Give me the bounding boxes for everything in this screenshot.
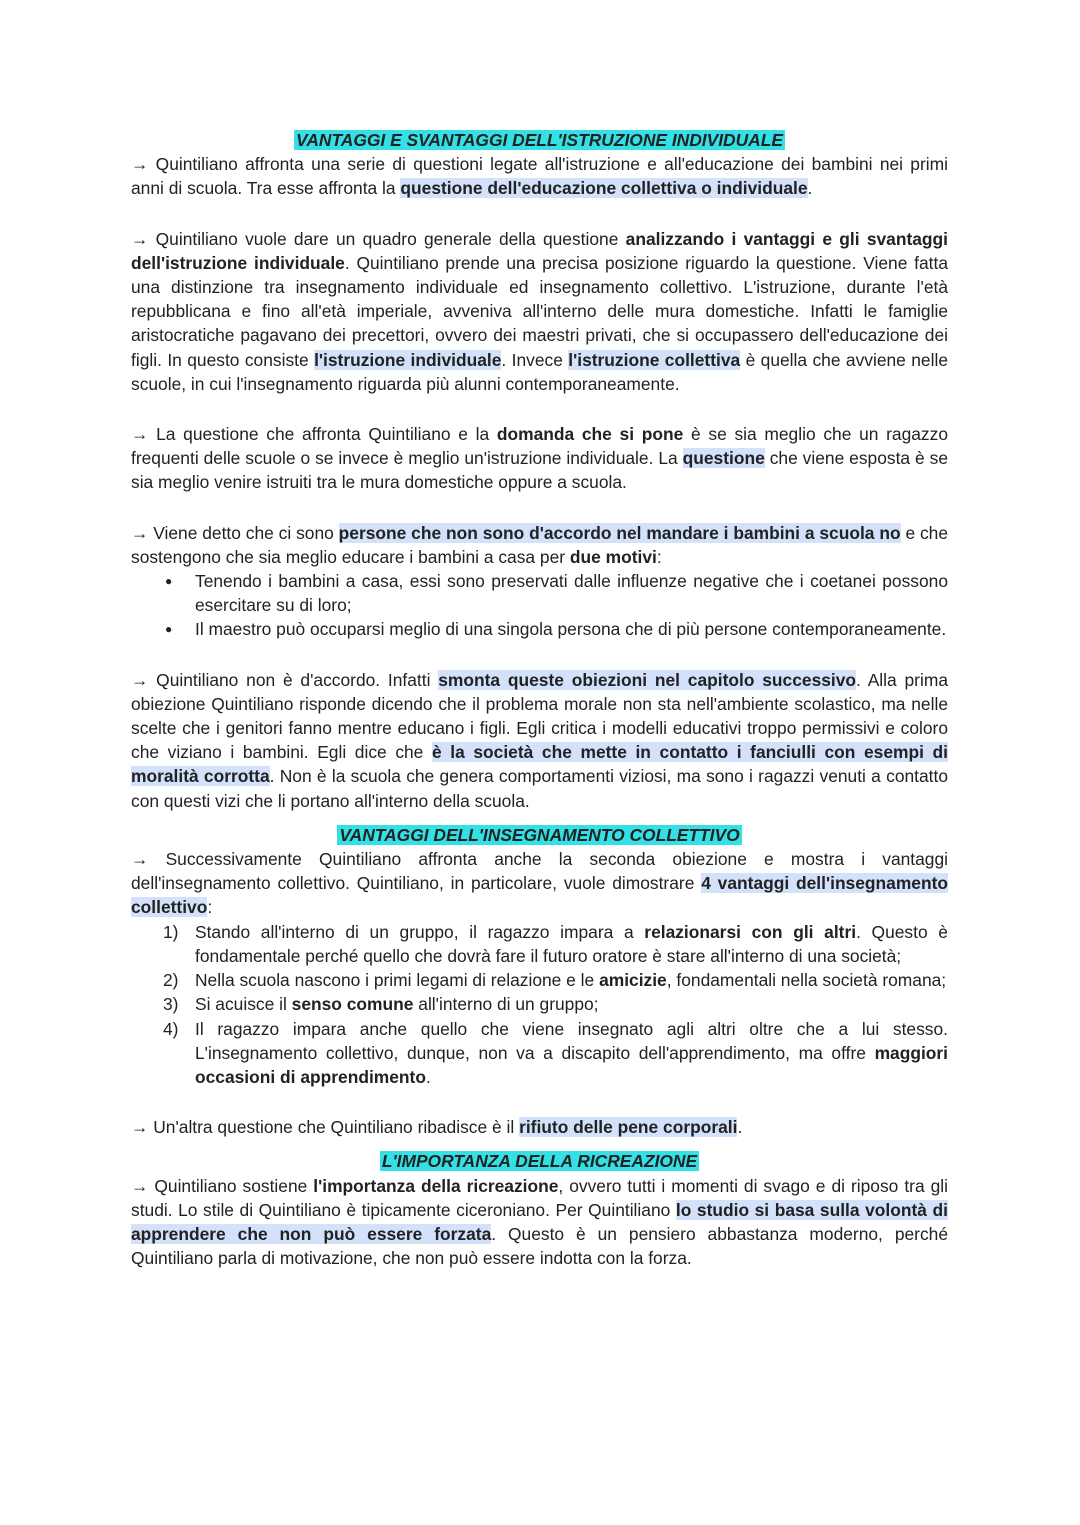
highlight: è la società che mette in contatto i fanciulli con esempi di moralità corrotta (131, 742, 949, 787)
section-heading: VANTAGGI E SVANTAGGI DELL'ISTRUZIONE INDIVIDUALE (296, 130, 783, 150)
list-item: 3) Si acuisce il senso comune all'interno di un gruppo; (163, 994, 599, 1015)
paragraph: → Quintiliano sostiene l'importanza della ricreazione, ovvero tutti i momenti di svago e di riposo tra gli studi. Lo stile di Quintiliano è tipicamente ciceroniano. Per Quintiliano lo studio si basa sulla volontà di apprendere che non può essere forzata. Questo è un pensiero abbastanza moderno, perché Quintiliano parla di motivazione, che non può essere indotta con la forza. (131, 1175, 948, 1269)
list-item: 1) Stando all'interno di un gruppo, il ragazzo impara a relazionarsi con gli altri. Questo è fondamentale perché quello che dovrà fare il futuro oratore è stare all'interno di una società; (163, 921, 948, 966)
list-item: ● Tenendo i bambini a casa, essi sono preservati dalle influenze negative che i coetanei possono esercitare su di loro; (131, 569, 948, 617)
section-heading: L'IMPORTANZA DELLA RICREAZIONE (381, 1151, 698, 1172)
list-item: 4) Il ragazzo impara anche quello che viene insegnato agli altri oltre che a lui stesso. L'insegnamento collettivo, dunque, non va a discapito dell'apprendimento, ma offre maggiori occasioni di apprendimento. (163, 1018, 948, 1087)
bullet-list (131, 569, 948, 642)
bold-text: due motivi (569, 546, 657, 567)
highlight: l'istruzione collettiva (568, 349, 741, 370)
paragraph: → Successivamente Quintiliano affronta anche la seconda obiezione e mostra i vantaggi dell'insegnamento collettivo. Quintiliano, in particolare, vuole dimostrare 4 vantaggi dell'insegnamento collettivo: (131, 849, 948, 918)
highlight: lo studio si basa sulla volontà di apprendere che non può essere forzata (131, 1199, 948, 1244)
highlight: questione dell'educazione collettiva o individuale (400, 178, 808, 199)
list-item: ● Il maestro può occuparsi meglio di una singola persona che di più persone contemporaneamente. (131, 617, 948, 641)
highlight: l'istruzione individuale (314, 349, 502, 370)
paragraph: → Quintiliano non è d'accordo. Infatti smonta queste obiezioni nel capitolo successivo. Alla prima obiezione Quintiliano risponde dicendo che il problema morale non sta nell'ambiente scolastico, ma nelle scelte che i genitori fanno mentre educano i figli. Egli critica i modelli educativi troppo permissivi e coloro che viziano i bambini. Egli dice che è la società che mette in contatto i fanciulli con esempi di moralità corrotta. Non è la scuola che genera comportamenti viziosi, ma sono i ragazzi venuti a contatto con questi vizi che li portano all'interno della scuola. (131, 669, 949, 811)
bold-text: analizzando i vantaggi e gli svantaggi dell'istruzione individuale (131, 228, 949, 273)
paragraph: → Un'altra questione che Quintiliano ribadisce è il rifiuto delle pene corporali. (131, 1117, 743, 1138)
highlight: smonta queste obiezioni nel capitolo successivo (438, 669, 857, 690)
highlight: 4 vantaggi dell'insegnamento collettivo (131, 873, 948, 918)
highlight: persone che non sono d'accordo nel mandare i bambini a scuola no (338, 522, 901, 543)
bold-text: domanda che si pone (496, 424, 684, 445)
bold-text: l'importanza della ricreazione (313, 1175, 559, 1196)
list-item: 2) Nella scuola nascono i primi legami di relazione e le amicizie, fondamentali nella società romana; (163, 970, 947, 991)
highlight: questione (682, 448, 765, 469)
section-heading: VANTAGGI DELL'INSEGNAMENTO COLLETTIVO (339, 824, 740, 845)
document-page (131, 128, 948, 1270)
paragraph: → La questione che affronta Quintiliano e la domanda che si pone è se sia meglio che un ragazzo frequenti delle scuole o se invece è meglio un'istruzione individuale. La questione che viene esposta è se sia meglio venire istruiti tra le mura domestiche oppure a scuola. (131, 424, 948, 493)
paragraph: → Quintiliano vuole dare un quadro generale della questione analizzando i vantaggi e gli svantaggi dell'istruzione individuale. Quintiliano prende una precisa posizione riguardo la questione. Viene fatta una distinzione tra insegnamento individuale ed insegnamento collettivo. L'istruzione, durante l'età repubblicana e fino all'età imperiale, avveniva all'interno delle mura domestiche. Infatti le famiglie aristocratiche pagavano dei precettori, ovvero dei maestri privati, che si occupassero dell'educazione dei figli. In questo consiste l'istruzione individuale. Invece l'istruzione collettiva è quella che avviene nelle scuole, in cui l'insegnamento riguarda più alunni contemporaneamente. (131, 228, 949, 394)
paragraph: → Quintiliano affronta una serie di questioni legate all'istruzione e all'educazione dei bambini nei primi anni di scuola. Tra esse affronta la questione dell'educazione collettiva o individuale. (131, 154, 948, 199)
numbered-list (131, 920, 948, 1089)
paragraph: → Viene detto che ci sono persone che non sono d'accordo nel mandare i bambini a scuola no e che sostengono che sia meglio educare i bambini a casa per due motivi: (131, 522, 949, 567)
highlight: rifiuto delle pene corporali (519, 1117, 738, 1138)
